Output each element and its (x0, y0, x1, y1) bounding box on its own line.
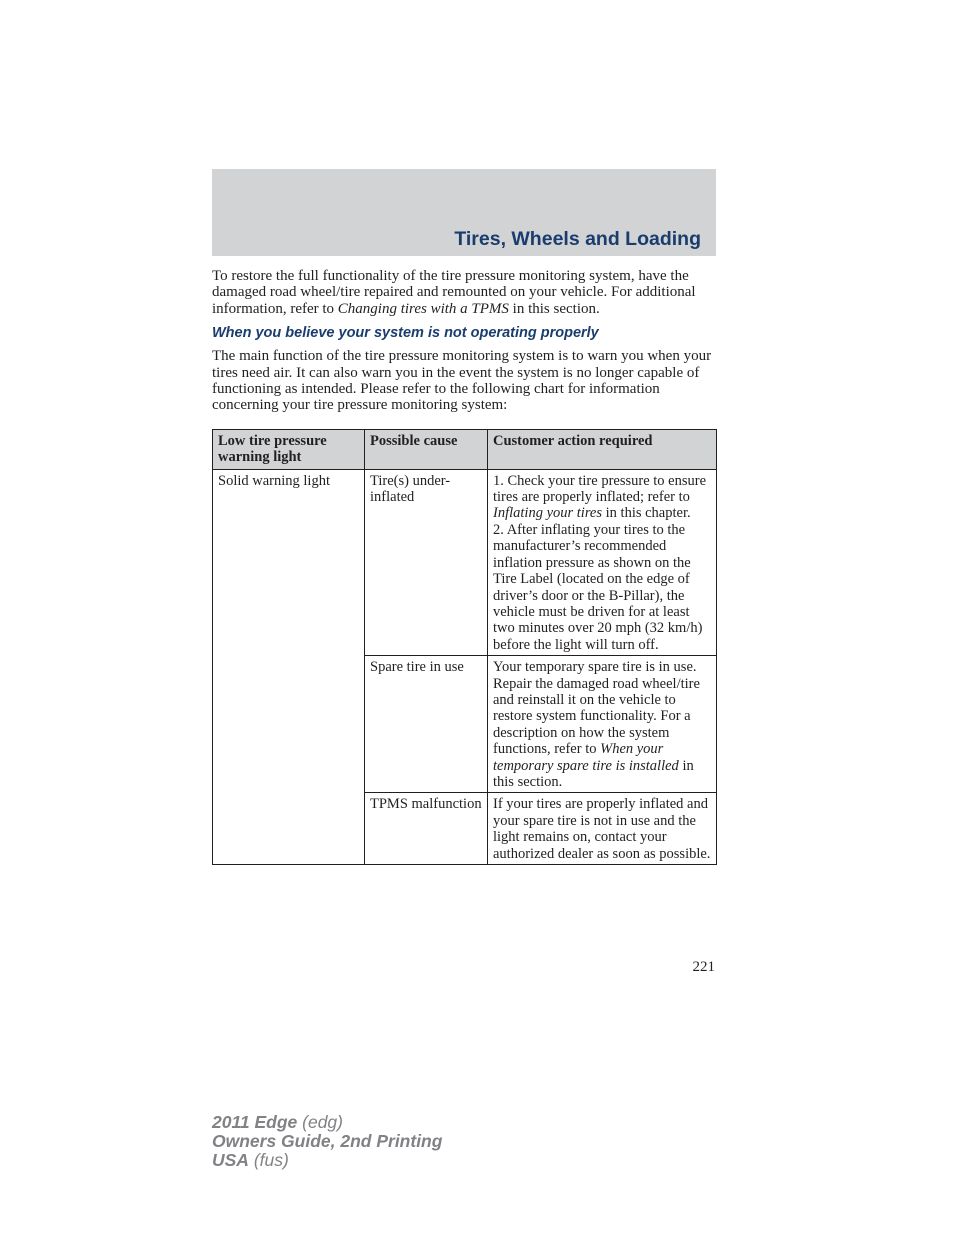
section-title: Tires, Wheels and Loading (454, 228, 701, 250)
footer-model: 2011 Edge (212, 1112, 298, 1132)
footer-model-code: (edg) (297, 1112, 343, 1132)
action-cell: If your tires are properly inflated and your spare tire is not in use and the light remains on, contact your authorized dealer as soon as possible. (488, 793, 717, 865)
warning-light-cell: Solid warning light (213, 469, 365, 864)
document-footer (212, 1113, 442, 1170)
table-row (213, 469, 717, 655)
header-customer-action: Customer action required (488, 429, 717, 469)
intro-paragraph (212, 268, 716, 317)
footer-guide: Owners Guide, 2nd Printing (212, 1131, 443, 1151)
cause-cell: TPMS malfunction (365, 793, 488, 865)
cause-cell: Tire(s) under-inflated (365, 469, 488, 655)
action-reference: Inflating your tires (493, 505, 603, 522)
footer-market: USA (212, 1150, 249, 1170)
footer-line-guide (212, 1132, 442, 1151)
header-warning-light: Low tire pressure warning light (213, 429, 365, 469)
action-text: Your temporary spare tire is in use. Repair the damaged road wheel/tire and reinstall it on the vehicle to restore system functionality. For a description on how the system functions, refer to (493, 659, 700, 758)
action-text: 1. Check your tire pressure to ensure tires are properly inflated; refer to (493, 472, 707, 506)
tpms-chart-table (212, 429, 717, 865)
intro-text-end: in this section. (508, 300, 600, 317)
intro-reference: Changing tires with a TPMS (337, 300, 509, 317)
body-paragraph: The main function of the tire pressure monitoring system is to warn you when your tires need air. It can also warn you in the event the system is no longer capable of functioning as intended. Please refer to the following chart for information concerning your tire pressure monitoring system: (212, 348, 712, 414)
header-possible-cause: Possible cause (365, 429, 488, 469)
section-header-band (212, 169, 716, 256)
action-cell (488, 656, 717, 793)
action-text-end: in this chapter. (602, 505, 691, 522)
action-cell (488, 469, 717, 655)
footer-line-model (212, 1113, 442, 1132)
footer-market-code: (fus) (248, 1150, 289, 1170)
action-reference: When your temporary spare tire is installed (493, 741, 679, 774)
subheading: When you believe your system is not operating properly (212, 325, 599, 342)
footer-line-market (212, 1151, 442, 1170)
intro-text: To restore the full functionality of the tire pressure monitoring system, have the damaged road wheel/tire repaired and remounted on your vehicle. For additional information, refer to (212, 268, 696, 317)
action-text-end: in this section. (493, 757, 694, 790)
action-step-2: 2. After inflating your tires to the manufacturer’s recommended inflation pressure as shown on the Tire Label (located on the edge of driver’s door or the B-Pillar), the vehicle must be driven for at least two minutes over 20 mph (32 km/h) before the light will turn off. (493, 521, 703, 653)
page-content (212, 268, 716, 865)
table-header-row (213, 429, 717, 469)
cause-cell: Spare tire in use (365, 656, 488, 793)
page-number: 221 (692, 959, 715, 975)
